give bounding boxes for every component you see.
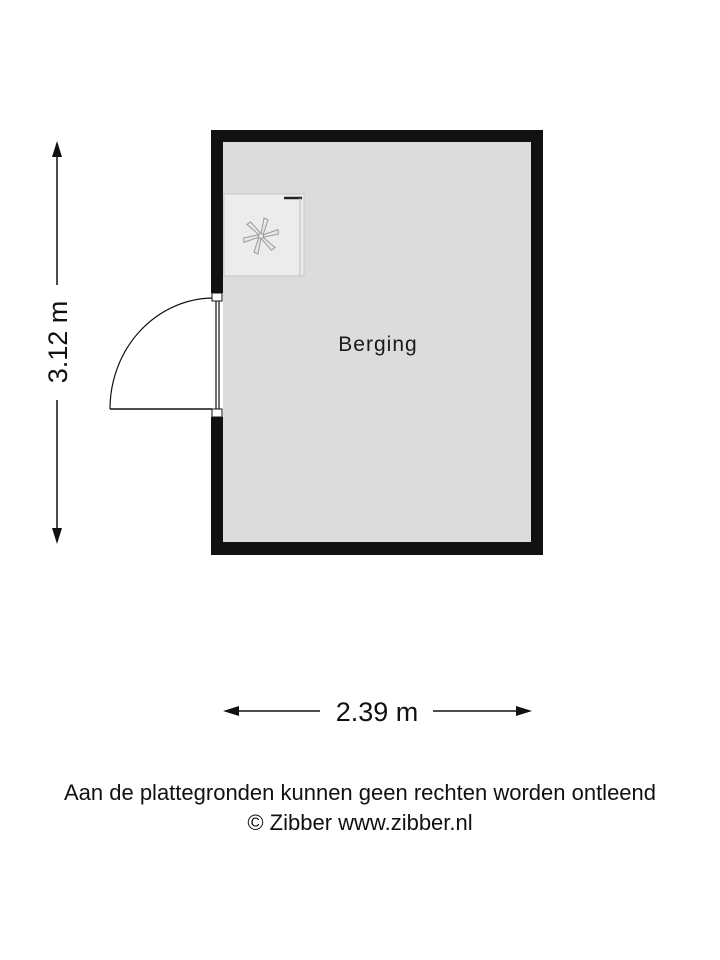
arrow-up-icon	[52, 141, 62, 157]
height-dimension	[43, 141, 73, 544]
arrow-down-icon	[52, 528, 62, 544]
door	[110, 293, 223, 417]
width-dimension	[223, 697, 532, 727]
door-opening	[211, 293, 223, 417]
wall-bottom	[211, 542, 543, 555]
copyright-text: © Zibber www.zibber.nl	[247, 810, 473, 835]
wall-top	[211, 130, 543, 142]
disclaimer-text: Aan de plattegronden kunnen geen rechten worden ontleend	[63, 780, 657, 805]
door-frame-bottom	[212, 409, 222, 417]
wall-right	[531, 130, 543, 555]
room-label: Berging	[338, 333, 418, 356]
wall-left-lower	[211, 417, 223, 555]
wall-left-upper	[211, 130, 223, 293]
width-dimension-label: 2.39 m	[335, 697, 419, 727]
door-frame-top	[212, 293, 222, 301]
door-swing-icon	[110, 298, 212, 409]
arrow-left-icon	[223, 706, 239, 716]
height-dimension-label: 3.12 m	[43, 300, 73, 384]
appliance	[224, 194, 304, 276]
arrow-right-icon	[516, 706, 532, 716]
